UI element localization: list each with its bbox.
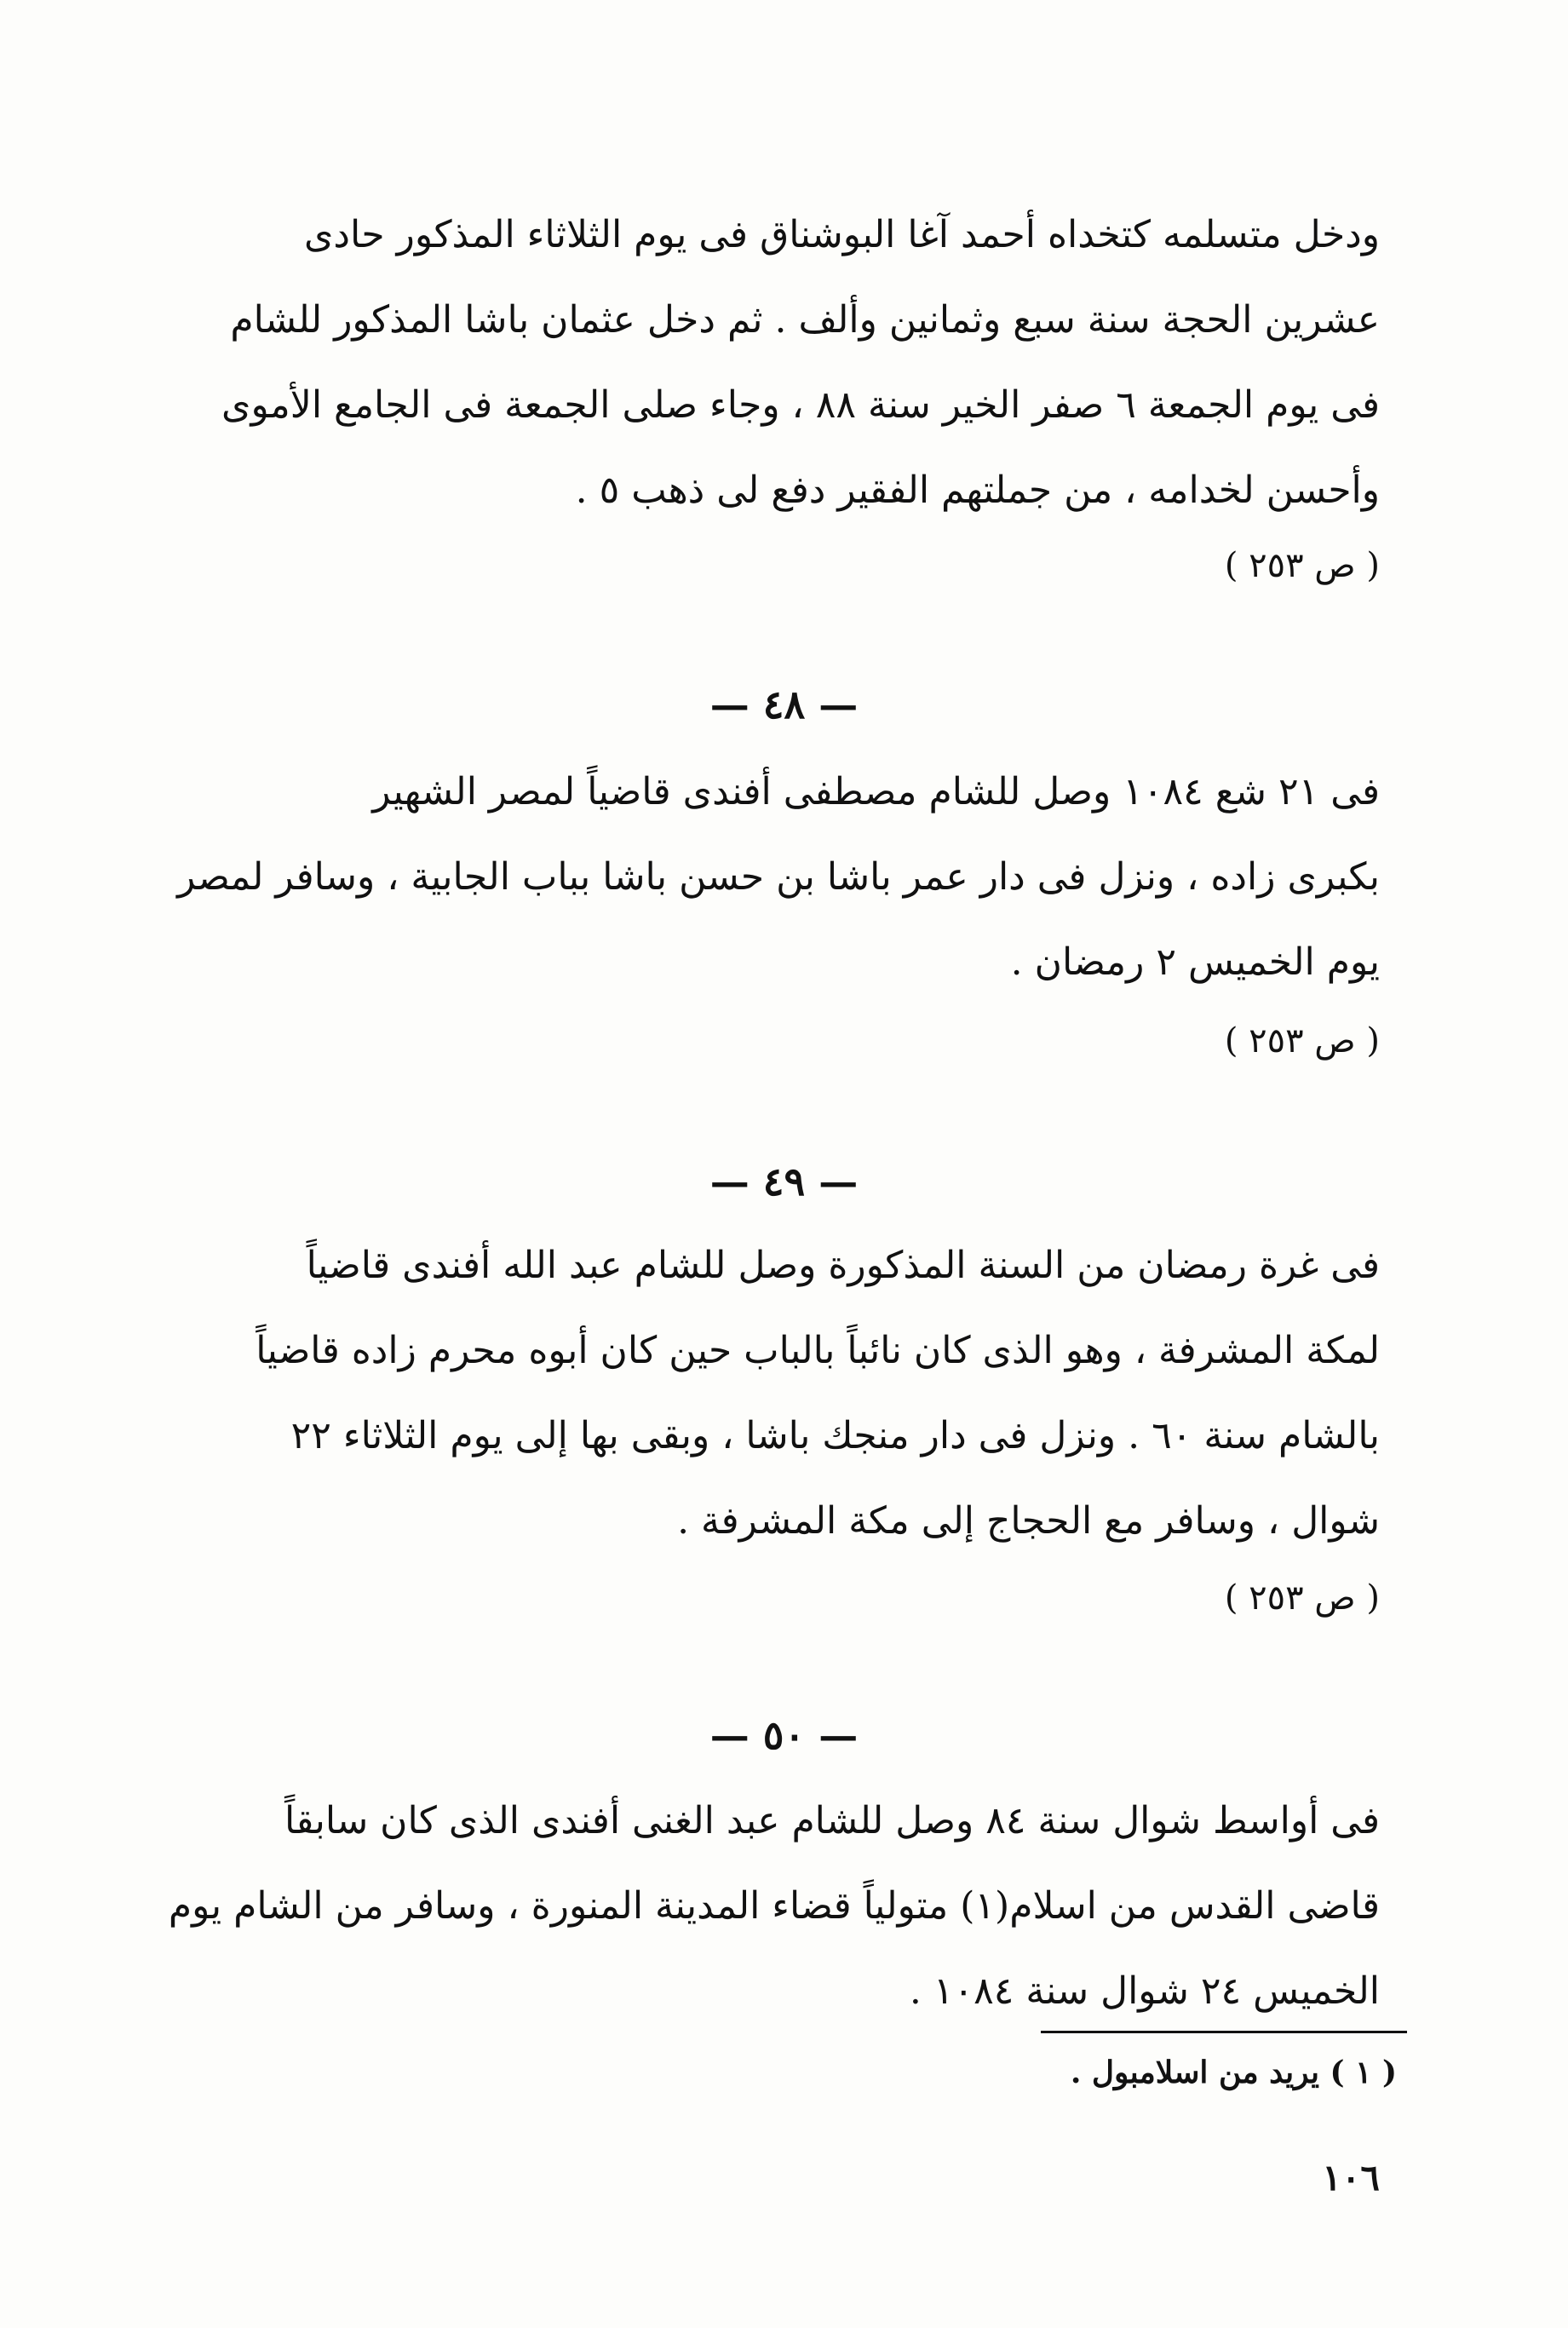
page-number: ١٠٦	[1322, 2157, 1380, 2199]
text-line: بكبرى زاده ، ونزل فى دار عمر باشا بن حسن باشا بباب الجابية ، وسافر لمصر	[177, 855, 1380, 899]
text-line: فى يوم الجمعة ٦ صفر الخير سنة ٨٨ ، وجاء صلى الجمعة فى الجامع الأموى	[221, 383, 1380, 427]
section-number: — ٤٨ —	[709, 681, 859, 727]
text-line: لمكة المشرفة ، وهو الذى كان نائباً بالباب حين كان أبوه محرم زاده قاضياً	[256, 1329, 1380, 1372]
text-line: عشرين الحجة سنة سبع وثمانين وألف . ثم دخل عثمان باشا المذكور للشام	[230, 298, 1380, 342]
text-line: فى ٢١ شع ١٠٨٤ وصل للشام مصطفى أفندى قاضياً لمصر الشهير	[372, 770, 1380, 813]
text-line: فى أواسط شوال سنة ٨٤ وصل للشام عبد الغنى أفندى الذى كان سابقاً	[284, 1799, 1380, 1842]
section-number: — ٤٩ —	[709, 1158, 859, 1204]
text-line: بالشام سنة ٦٠ . ونزل فى دار منجك باشا ، وبقى بها إلى يوم الثلاثاء ٢٢	[290, 1414, 1380, 1457]
text-line: فى غرة رمضان من السنة المذكورة وصل للشام عبد الله أفندى قاضياً	[306, 1244, 1380, 1287]
source-reference: ( ص ٢٥٣ )	[1224, 1021, 1380, 1061]
text-line: الخميس ٢٤ شوال سنة ١٠٨٤ .	[909, 1969, 1380, 2013]
section-number: — ٥٠ —	[709, 1712, 859, 1758]
footnote-rule	[1041, 2031, 1407, 2033]
text-line: يوم الخميس ٢ رمضان .	[1010, 940, 1380, 984]
text-line: ودخل متسلمه كتخداه أحمد آغا البوشناق فى يوم الثلاثاء المذكور حادى	[303, 213, 1380, 256]
text-line: وأحسن لخدامه ، من جملتهم الفقير دفع لى ذهب ٥ .	[575, 468, 1380, 512]
source-reference: ( ص ٢٥٣ )	[1224, 546, 1380, 585]
section-50-body	[168, 1779, 1380, 2034]
section-49-body	[256, 1223, 1380, 1564]
footnote: ( ١ ) يريد من اسلامبول .	[1070, 2055, 1397, 2090]
paragraph-intro	[221, 193, 1380, 533]
text-line: شوال ، وسافر مع الحجاج إلى مكة المشرفة .	[677, 1499, 1380, 1543]
text-line: قاضى القدس من اسلام(١) متولياً قضاء المدينة المنورة ، وسافر من الشام يوم	[168, 1884, 1380, 1928]
source-reference: ( ص ٢٥٣ )	[1224, 1578, 1380, 1618]
section-48-body	[177, 750, 1380, 1005]
